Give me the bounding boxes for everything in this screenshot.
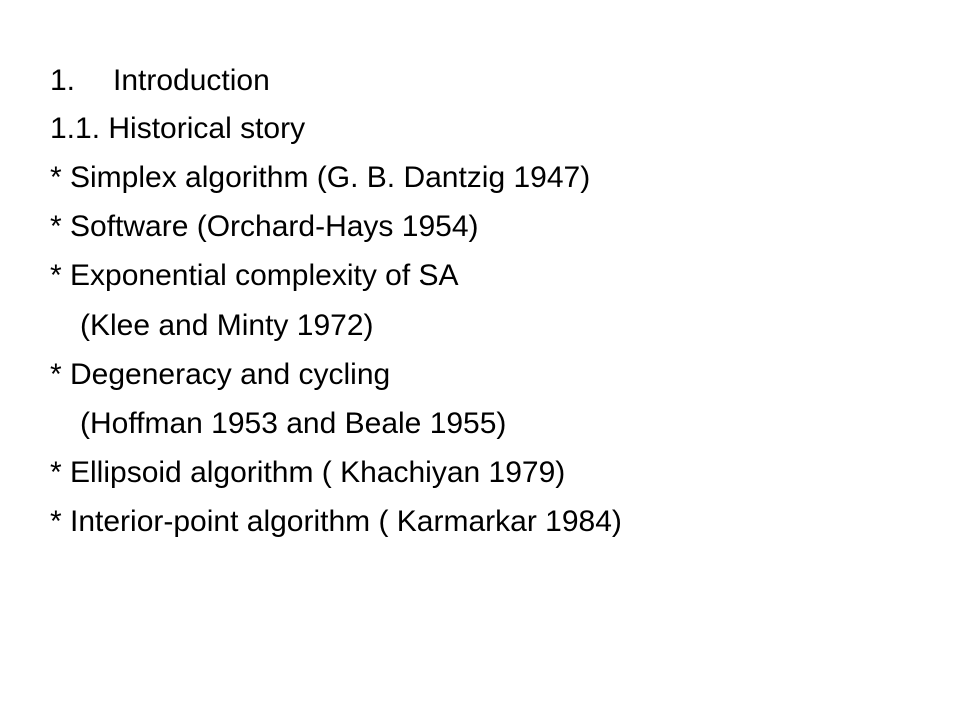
bullet-interior-point-algorithm: * Interior-point algorithm ( Karmarkar 1984) xyxy=(50,505,622,538)
bullet-simplex-algorithm: * Simplex algorithm (G. B. Dantzig 1947) xyxy=(50,161,591,194)
continuation-klee-minty: (Klee and Minty 1972) xyxy=(80,309,374,342)
continuation-hoffman-beale: (Hoffman 1953 and Beale 1955) xyxy=(80,407,507,440)
section-title: Introduction xyxy=(113,64,270,97)
section-number: 1. xyxy=(50,64,76,97)
subsection-heading: 1.1. Historical story xyxy=(50,112,306,145)
bullet-software: * Software (Orchard-Hays 1954) xyxy=(50,210,479,243)
bullet-ellipsoid-algorithm: * Ellipsoid algorithm ( Khachiyan 1979) xyxy=(50,456,566,489)
bullet-exponential-complexity: * Exponential complexity of SA xyxy=(50,259,459,292)
section-heading xyxy=(50,63,270,99)
bullet-degeneracy-cycling: * Degeneracy and cycling xyxy=(50,358,391,391)
